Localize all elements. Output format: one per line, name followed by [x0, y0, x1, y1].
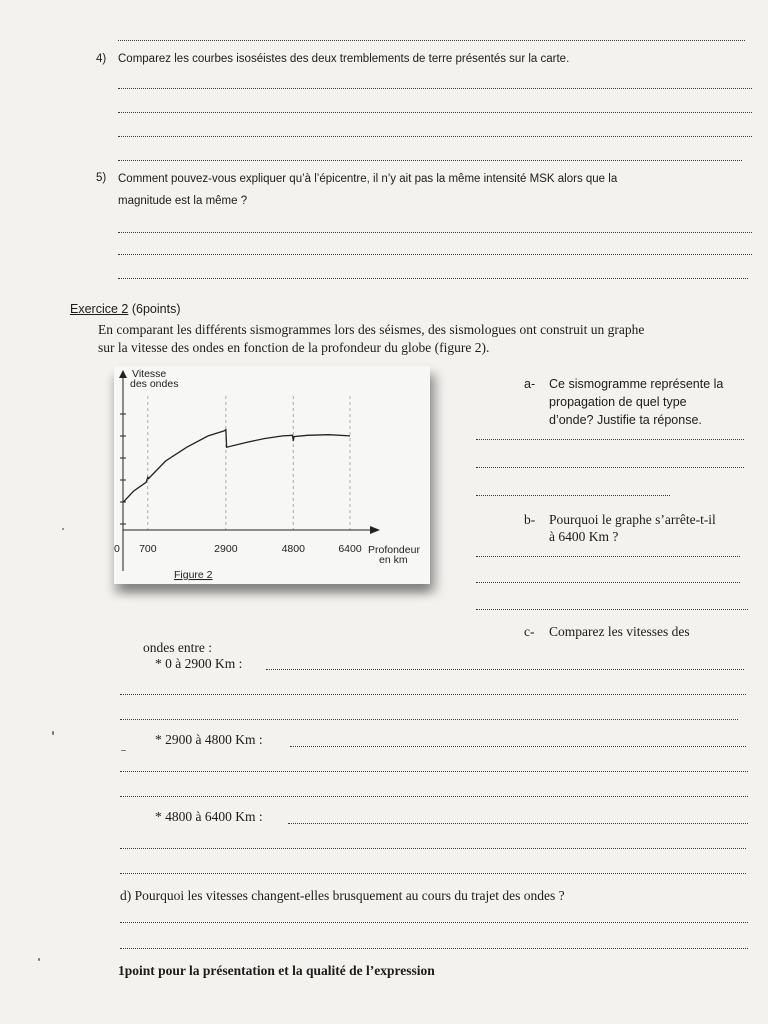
- question-a-line1: Ce sismogramme représente la: [549, 377, 724, 391]
- x-axis-tick-labels: [114, 543, 362, 555]
- question-c-label: c-: [524, 624, 535, 639]
- answer-line[interactable]: [476, 609, 748, 610]
- answer-line[interactable]: [120, 948, 748, 949]
- exercise-2-heading: [70, 302, 180, 316]
- answer-line[interactable]: [118, 112, 752, 113]
- y-axis-label-line1: Vitesse: [132, 368, 167, 380]
- answer-line[interactable]: [118, 160, 742, 161]
- part-c-continuation: ondes entre :: [143, 640, 212, 655]
- answer-line[interactable]: [476, 495, 670, 496]
- question-a-label: a-: [524, 377, 536, 391]
- answer-line[interactable]: [120, 771, 748, 772]
- answer-line[interactable]: [120, 873, 746, 874]
- question-a-line2: propagation de quel type: [549, 395, 687, 409]
- part-c-item-1: * 0 à 2900 Km :: [155, 656, 243, 671]
- answer-line[interactable]: [476, 582, 740, 583]
- y-axis-arrow: [119, 370, 127, 378]
- question-4-text: Comparez les courbes isoséistes des deux tremblements de terre présentés sur la carte.: [118, 53, 570, 65]
- figure-caption: Figure 2: [174, 569, 213, 581]
- x-tick-label-700: 700: [139, 543, 157, 555]
- answer-line[interactable]: [120, 922, 748, 923]
- answer-line[interactable]: [118, 278, 748, 279]
- answer-line[interactable]: [118, 254, 752, 255]
- question-b-line2: à 6400 Km ?: [549, 529, 619, 544]
- question-c-text: Comparez les vitesses des: [549, 624, 690, 639]
- question-5-text-line2: magnitude est la même ?: [118, 195, 248, 207]
- question-4-number: 4): [96, 53, 107, 65]
- answer-line[interactable]: [476, 556, 740, 557]
- answer-line[interactable]: [290, 746, 746, 747]
- answer-line[interactable]: [120, 719, 738, 720]
- scan-mark: [121, 750, 126, 751]
- exercise-2-intro-line2: sur la vitesse des ondes en fonction de la profondeur du globe (figure 2).: [98, 340, 490, 355]
- x-axis-label-line1: Profondeur: [368, 544, 420, 556]
- x-tick-label-4800: 4800: [281, 543, 305, 555]
- velocity-depth-chart: [114, 366, 430, 584]
- figure-2: [114, 366, 430, 584]
- part-c-item-2: * 2900 à 4800 Km :: [155, 732, 263, 747]
- answer-line[interactable]: [120, 796, 748, 797]
- question-b-line1: Pourquoi le graphe s’arrête-t-il: [549, 512, 716, 527]
- answer-line[interactable]: [118, 40, 745, 41]
- answer-line[interactable]: [118, 136, 752, 137]
- velocity-curve: [123, 430, 350, 503]
- x-tick-label-0: 0: [114, 543, 120, 555]
- question-d-text: d) Pourquoi les vitesses changent-elles brusquement au cours du trajet des ondes ?: [120, 888, 565, 903]
- scan-mark: [38, 958, 40, 961]
- answer-line[interactable]: [118, 232, 752, 233]
- answer-line[interactable]: [266, 669, 744, 670]
- scan-mark: [52, 731, 54, 735]
- axes: [119, 370, 380, 571]
- answer-line[interactable]: [476, 439, 744, 440]
- answer-line[interactable]: [476, 467, 744, 468]
- question-5-text-line1: Comment pouvez-vous expliquer qu’à l’épicentre, il n’y ait pas la même intensité MSK alors que la: [118, 173, 618, 185]
- part-c-item-3: * 4800 à 6400 Km :: [155, 809, 263, 824]
- scan-mark: [62, 528, 64, 530]
- answer-line[interactable]: [120, 694, 746, 695]
- answer-line[interactable]: [288, 823, 748, 824]
- grid-lines: [148, 396, 350, 530]
- x-axis-arrow: [370, 526, 380, 534]
- question-b-label: b-: [524, 512, 536, 527]
- exercise-2-title: Exercice 2: [70, 302, 129, 316]
- question-5-number: 5): [96, 172, 107, 184]
- presentation-note: 1point pour la présentation et la qualité de l’expression: [118, 963, 435, 978]
- question-a-line3: d’onde? Justifie ta réponse.: [549, 413, 702, 427]
- exercise-2-points: (6points): [131, 302, 181, 316]
- x-tick-label-2900: 2900: [214, 543, 238, 555]
- x-tick-label-6400: 6400: [338, 543, 362, 555]
- exercise-2-intro-line1: En comparant les différents sismogrammes lors des séismes, des sismologues ont construit un graphe: [98, 322, 645, 337]
- y-axis-label-line2: des ondes: [130, 378, 179, 390]
- answer-line[interactable]: [118, 88, 752, 89]
- answer-line[interactable]: [120, 848, 746, 849]
- x-axis-label-line2: en km: [379, 554, 408, 566]
